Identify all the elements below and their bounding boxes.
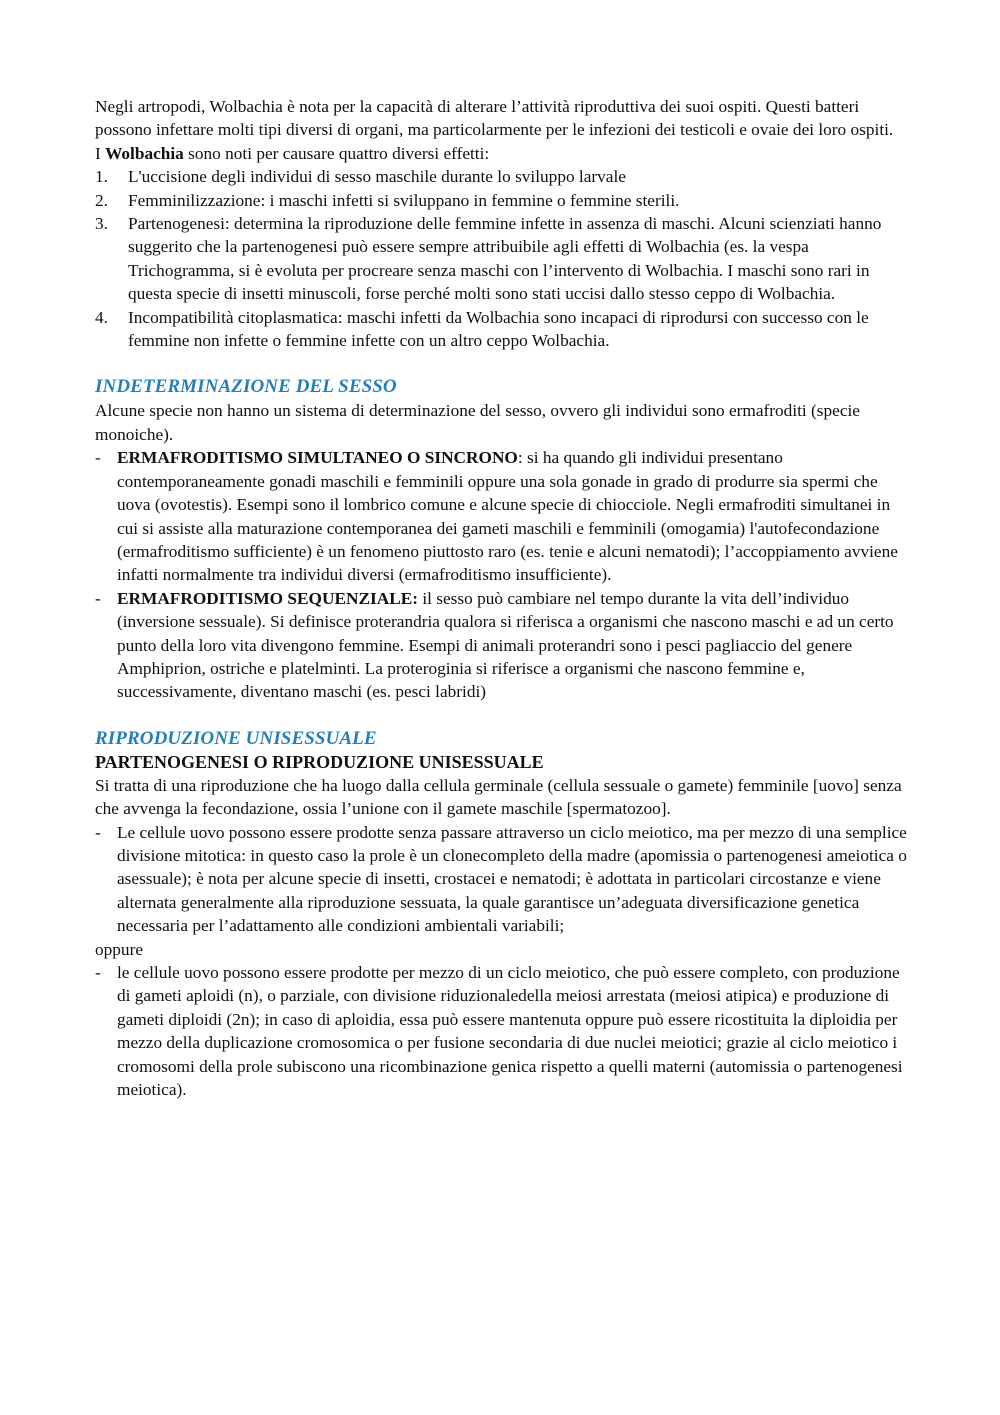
list-item-text: L'uccisione degli individui di sesso maschile durante lo sviluppo larvale xyxy=(128,167,626,187)
effects-list xyxy=(95,165,915,352)
partenogenesi-intro: Si tratta di una riproduzione che ha luogo dalla cellula germinale (cellula sessuale o gamete) femminile [uovo] senza che avvenga la fecondazione, ossia l’unione con il gamete maschile [spermatozoo]. xyxy=(95,775,902,819)
list-item-text: Partenogenesi: determina la riproduzione delle femmine infette in assenza di maschi. Alcuni scienziati hanno suggerito che la partenogenesi può essere sempre attribuibile agli effetti di Wolbachia (es. la vespa Trichogramma, si è evoluta per procreare senza maschi con l’intervento di Wolbachia. I maschi sono rari in questa specie di insetti minuscoli, forse perché molti sono stati uccisi dallo stesso ceppo di Wolbachia. xyxy=(128,214,882,304)
intro-rest: sono noti per causare quattro diversi effetti: xyxy=(183,143,490,163)
ermafroditismo-list xyxy=(95,446,915,703)
subheading-partenogenesi: PARTENOGENESI O RIPRODUZIONE UNISESSUALE xyxy=(95,751,544,772)
document-page xyxy=(95,95,915,1101)
list-item-text: il sesso può cambiare nel tempo durante la vita dell’individuo (inversione sessuale). Si definisce proterandria qualora si riferisca a organismi che nascono maschi e ad un certo punto della loro vita divengono femmine. Esempi di animali proterandri sono i pesci pagliaccio del genere Amphiprion, ostriche e platelminti. La proteroginia si riferisce a organismi che nascono femmine e, successivamente, diventano maschi (es. pesci labridi) xyxy=(117,588,894,702)
indeterminazione-intro: Alcune specie non hanno un sistema di determinazione del sesso, ovvero gli individui sono ermafroditi (specie monoiche). xyxy=(95,401,860,444)
dash-marker: - xyxy=(95,588,101,608)
list-item-text: Le cellule uovo possono essere prodotte senza passare attraverso un ciclo meiotico, ma per mezzo di una semplice divisione mitotica: in questo caso la prole è un clonecompleto della madre (apomissia o partenogenesi ameiotica o asessuale); è nota per alcune specie di insetti, crostacei e nematodi; è adottata in particolari circostanze e viene alternata generalmente alla riproduzione sessuata, la quale garantisce un’adeguata diversificazione genetica necessaria per l’adattamento alle condizioni ambientali variabili; xyxy=(117,822,907,936)
intro-prefix: I xyxy=(95,143,106,163)
term-sequenziale: ERMAFRODITISMO SEQUENZIALE: xyxy=(117,588,419,608)
section-heading-unisessuale: RIPRODUZIONE UNISESSUALE xyxy=(95,727,377,749)
dash-marker: - xyxy=(95,822,101,842)
partenogenesi-list-1 xyxy=(95,821,915,938)
partenogenesi-list-2 xyxy=(95,961,915,1101)
list-number: 3. xyxy=(95,214,108,234)
list-item-text: Incompatibilità citoplasmatica: maschi infetti da Wolbachia sono incapaci di riprodursi con successo con le femmine non infette o femmine infette con un altro ceppo Wolbachia. xyxy=(128,307,869,351)
list-item xyxy=(95,821,915,938)
list-item-text: : si ha quando gli individui presentano contemporaneamente gonadi maschili e femminili oppure una sola gonade in grado di produrre sia spermi che uova (ovotestis). Esempi sono il lombrico comune e alcune specie di chiocciole. Negli ermafroditi simultanei in cui si assiste alla maturazione contemporanea dei gameti maschili e femminili (omogamia) l'autofecondazione (ermafroditismo sufficiente) è un fenomeno piuttosto raro (es. tenie e alcuni nematodi); l’accoppiamento avviene infatti normalmente tra individui diversi (ermafroditismo insufficiente). xyxy=(117,448,898,585)
intro-paragraph: Negli artropodi, Wolbachia è nota per la capacità di alterare l’attività riproduttiva dei suoi ospiti. Questi batteri possono infettare molti tipi diversi di organi, ma particolarmente per le infezioni dei testicoli e ovaie dei loro ospiti. xyxy=(95,97,894,140)
list-item xyxy=(95,446,915,586)
list-item xyxy=(95,306,915,353)
wolbachia-term: Wolbachia xyxy=(105,143,184,163)
dash-marker: - xyxy=(95,448,101,468)
list-number: 2. xyxy=(95,190,108,210)
section-heading-indeterminazione: INDETERMINAZIONE DEL SESSO xyxy=(95,376,397,398)
list-item-text: le cellule uovo possono essere prodotte per mezzo di un ciclo meiotico, che può essere completo, con produzione di gameti aploidi (n), o parziale, con divisione riduzionaledella meiosi arrestata (meiosi atipica) e produzione di gameti diploidi (2n); in caso di aploidia, essa può essere mantenuta oppure può essere ricostituita la diploidia per mezzo della duplicazione cromosomica o per fusione secondaria di due nuclei meiotici; grazie al ciclo meiotico i cromosomi della prole subiscono una ricombinazione genica rispetto a quelli materni (automissia o partenogenesi meiotica). xyxy=(117,963,903,1100)
list-item xyxy=(95,587,915,704)
wolbachia-effects-intro xyxy=(95,142,915,165)
list-item xyxy=(95,189,915,212)
term-simultaneo: ERMAFRODITISMO SIMULTANEO O SINCRONO xyxy=(117,448,518,468)
list-number: 4. xyxy=(95,307,108,327)
list-number: 1. xyxy=(95,167,108,187)
oppure-text: oppure xyxy=(95,939,143,959)
list-item-text: Femminilizzazione: i maschi infetti si sviluppano in femmine o femmine sterili. xyxy=(128,190,680,210)
list-item xyxy=(95,961,915,1101)
list-item xyxy=(95,165,915,188)
dash-marker: - xyxy=(95,963,101,982)
list-item xyxy=(95,212,915,306)
